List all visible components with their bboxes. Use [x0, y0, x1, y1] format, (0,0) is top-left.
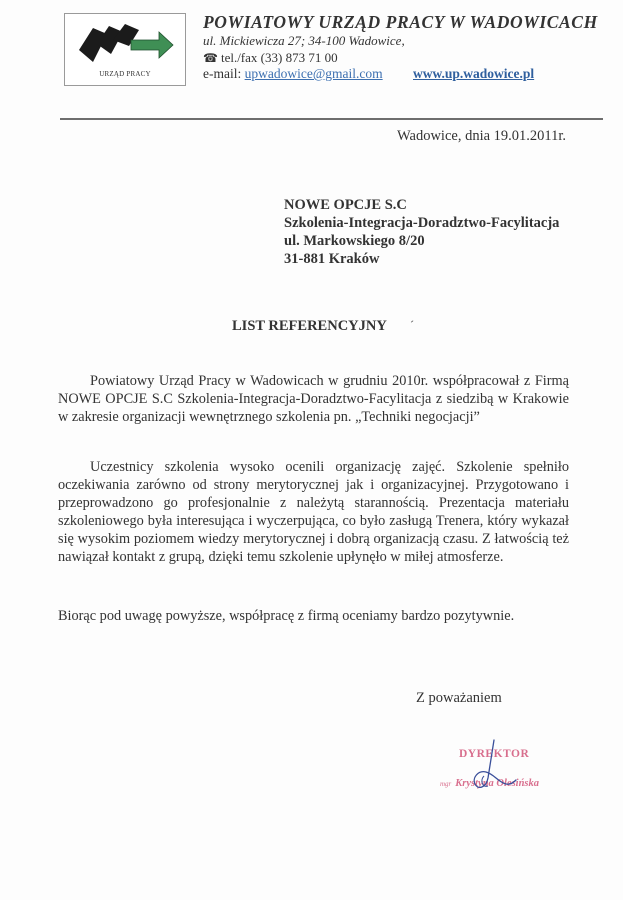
letter-title: LIST REFERENCYJNY: [232, 318, 387, 334]
stamp-prefix: mgr: [440, 780, 452, 788]
phone-icon: ☎: [203, 51, 218, 65]
date-line: Wadowice, dnia 19.01.2011r.: [397, 128, 567, 144]
logo-caption: URZĄD PRACY: [99, 70, 151, 78]
body-paragraph-3: [58, 607, 569, 625]
header-divider: [60, 118, 603, 120]
email-label: e-mail:: [203, 66, 245, 81]
body-paragraph-3-text: Biorąc pod uwagę powyższe, współpracę z firmą oceniamy bardzo pozytywnie.: [58, 608, 515, 624]
signature-stroke: [474, 740, 516, 787]
body-paragraph-2: [58, 458, 569, 566]
logo-graphic-icon: [73, 20, 177, 68]
recipient-address-block: [284, 196, 559, 268]
website-link[interactable]: www.up.wadowice.pl: [413, 66, 535, 81]
signature-icon: [470, 738, 520, 796]
stamp-title: DYREKTOR: [459, 748, 530, 760]
stamp-name: Krystyna Olesińska: [455, 778, 539, 789]
recipient-city: 31-881 Kraków: [284, 251, 380, 267]
org-phone: tel./fax (33) 873 71 00: [220, 50, 338, 65]
body-paragraph-2-text: Uczestnicy szkolenia wysoko ocenili organizację zajęć. Szkolenie spełniło oczekiwania zarówno od strony merytorycznej jak i organizacyjnej. Przygotowano i przeprowadzono go profesjonalnie z należytą starannością. Prezentacja materiału szkoleniowego była interesująca i wyczerpująca, co było zasługą Trenera, który wykazał się wysokim poziomem wiedzy merytorycznej i dobrą organizacją czasu. Z łatwością też nawiązał kontakt z grupą, dzięki temu szkolenie upłynęło w miłej atmosferze.: [58, 459, 569, 565]
org-address: ul. Mickiewicza 27; 34-100 Wadowice,: [203, 33, 405, 48]
org-name: POWIATOWY URZĄD PRACY W WADOWICACH: [203, 12, 598, 32]
recipient-subtitle: Szkolenia-Integracja-Doradztwo-Facylitacja: [284, 215, 560, 231]
recipient-name: NOWE OPCJE S.C: [284, 197, 407, 213]
body-paragraph-1: [58, 372, 569, 426]
org-phone-row: [203, 50, 338, 66]
title-mark: ˊ: [410, 318, 414, 332]
logo-arrow: [131, 32, 173, 58]
logo: [64, 13, 186, 86]
body-paragraph-1-text: Powiatowy Urząd Pracy w Wadowicach w grudniu 2010r. współpracował z Firmą NOWE OPCJE S.C Szkolenia-Integracja-Doradztwo-Facylitacja z siedzibą w Krakowie w zakresie organizacji wewnętrznego szkolenia pn. „Techniki negocjacji”: [58, 373, 569, 425]
email-link[interactable]: upwadowice@gmail.com: [244, 66, 383, 81]
org-email-row: [203, 66, 383, 82]
recipient-street: ul. Markowskiego 8/20: [284, 233, 425, 249]
closing-salutation: Z poważaniem: [416, 690, 502, 706]
